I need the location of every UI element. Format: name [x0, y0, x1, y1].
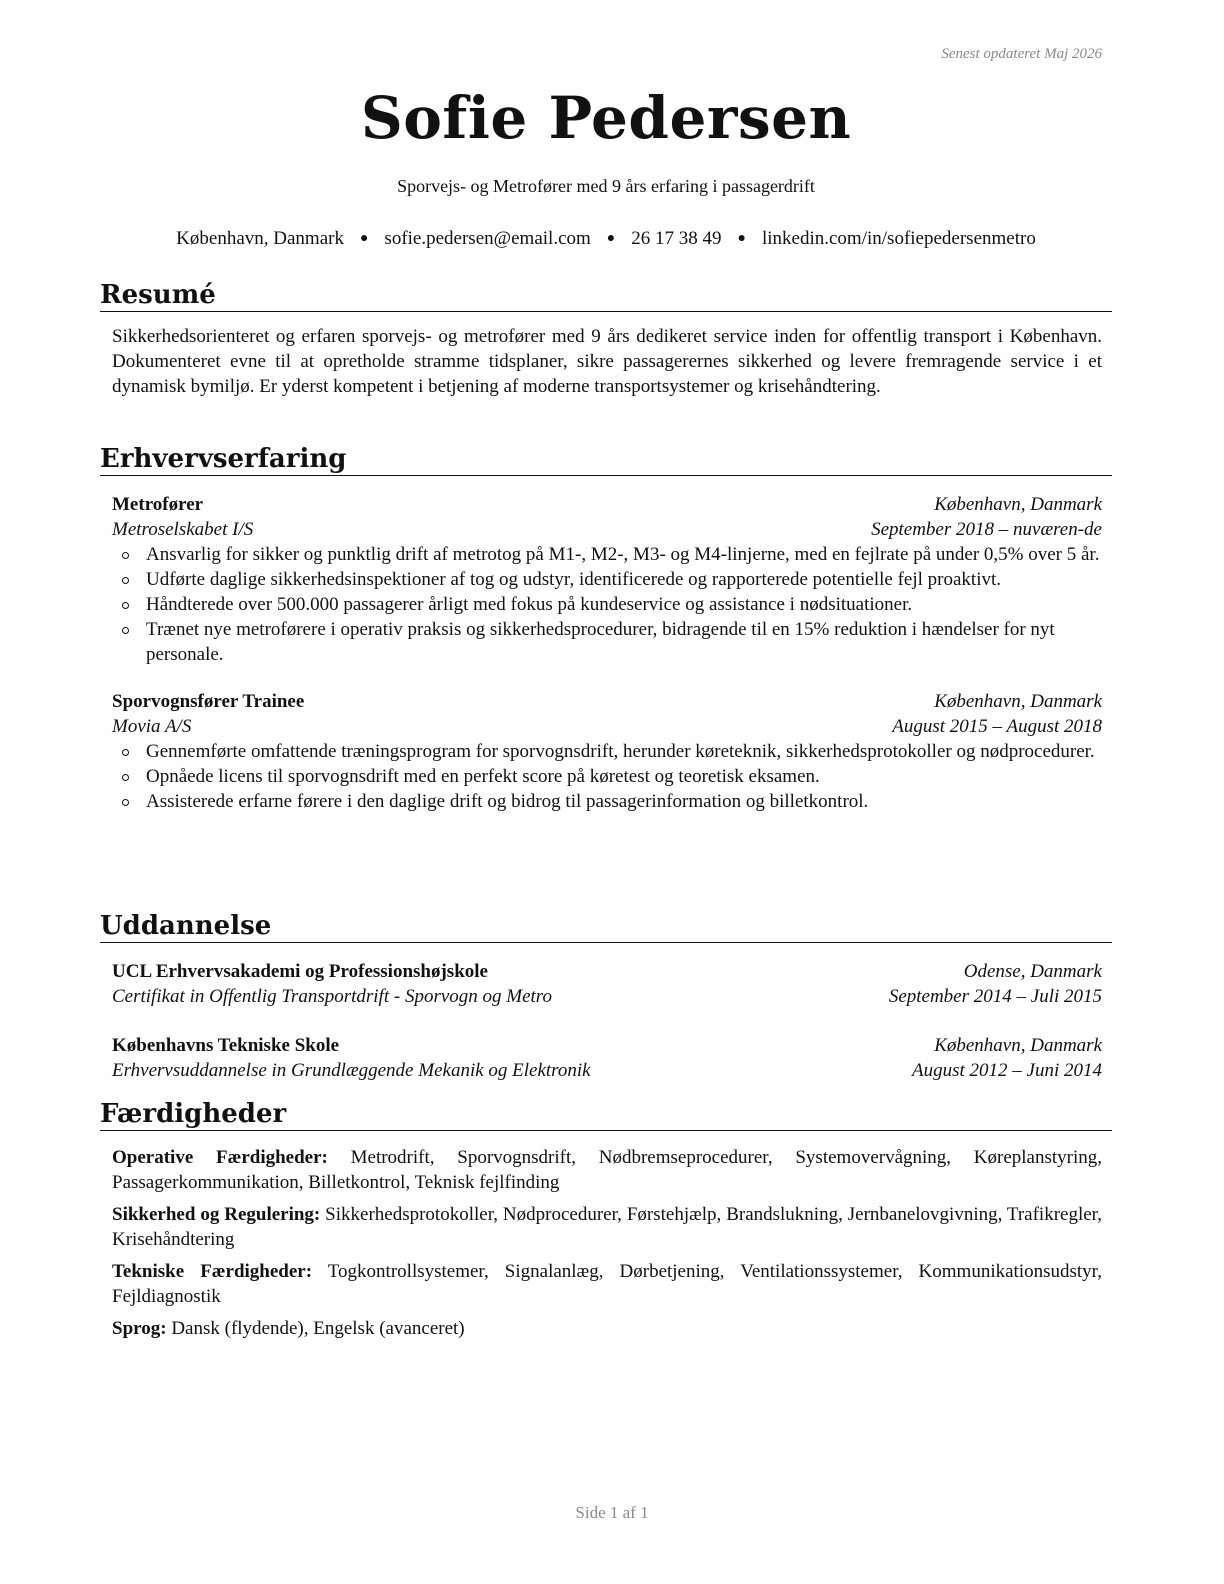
list-item: Ansvarlig for sikker og punktlig drift af metrotog på M1-, M2-, M3- og M4-linjerne, med en fejlrate på under 0,5% over 5 år.: [146, 542, 1102, 567]
list-item: Assisterede erfarne førere i den daglige drift og bidrog til passagerinformation og billetkontrol.: [146, 789, 1102, 814]
skill-text: Metrodrift, Sporvognsdrift, Nødbremseprocedurer, Systemovervågning, Køreplanstyring, Passagerkommunikation, Billetkontrol, Teknisk fejlfinding: [112, 1147, 1103, 1193]
contact-linkedin[interactable]: linkedin.com/in/sofiepedersenmetro: [761, 228, 1036, 249]
experience-section: [100, 444, 1112, 814]
education-entry: [112, 1033, 1102, 1083]
school-location: København, Danmark: [934, 1035, 1102, 1056]
bullet-separator: ●: [359, 231, 369, 246]
degree: Erhvervsuddannelse in Grundlæggende Mekanik og Elektronik: [112, 1060, 591, 1081]
skill-label: Sikkerhed og Regulering:: [112, 1204, 321, 1225]
skill-label: Sprog:: [112, 1318, 167, 1339]
job-location: København, Danmark: [934, 691, 1102, 712]
skill-group: [112, 1259, 1102, 1309]
skill-label: Tekniske Færdigheder:: [112, 1261, 313, 1282]
section-title: Færdigheder: [100, 1099, 1112, 1131]
summary-section: [100, 280, 1112, 399]
resume-page: [100, 0, 1112, 1584]
job-company: Movia A/S: [112, 716, 192, 737]
skill-text: Sikkerhedsprotokoller, Nødprocedurer, Førstehjælp, Brandslukning, Jernbanelovgivning, Trafikregler, Krisehåndtering: [112, 1204, 1103, 1250]
tagline: Sporvejs- og Metrofører med 9 års erfaring i passagerdrift: [397, 176, 815, 196]
list-item: Gennemførte omfattende træningsprogram for sporvognsdrift, herunder køreteknik, sikkerhedsprotokoller og nødprocedurer.: [146, 739, 1102, 764]
candidate-name: Sofie Pedersen: [360, 84, 852, 152]
education-dates: September 2014 – Juli 2015: [888, 986, 1102, 1007]
job-entry: [112, 492, 1102, 667]
bullet-separator: ●: [737, 231, 746, 246]
list-item: Udførte daglige sikkerhedsinspektioner af tog og udstyr, identificerede og rapporterede potentielle fejl proaktivt.: [146, 567, 1102, 592]
job-company: Metroselskabet I/S: [112, 519, 254, 540]
job-dates: September 2018 – nuværen-de: [871, 519, 1102, 540]
school-location: Odense, Danmark: [963, 961, 1102, 982]
job-role: Metrofører: [112, 494, 204, 515]
education-entry: [112, 959, 1102, 1009]
section-title: Erhvervserfaring: [100, 444, 1112, 476]
school-name: UCL Erhvervsakademi og Professionshøjskole: [112, 961, 488, 982]
job-role: Sporvognsfører Trainee: [112, 691, 305, 712]
contact-location: København, Danmark: [176, 228, 344, 249]
section-title: Resumé: [100, 280, 1112, 312]
list-item: Opnåede licens til sporvognsdrift med en perfekt score på køretest og teoretisk eksamen.: [146, 764, 1102, 789]
education-dates: August 2012 – Juni 2014: [912, 1060, 1102, 1081]
list-item: Håndterede over 500.000 passagerer årligt med fokus på kundeservice og assistance i nødsituationer.: [146, 592, 1102, 617]
skill-group: [112, 1316, 1102, 1341]
skills-section: [100, 1099, 1112, 1341]
job-entry: [112, 689, 1102, 814]
job-bullets: [112, 542, 1102, 667]
school-name: Københavns Tekniske Skole: [112, 1035, 340, 1056]
job-dates: August 2015 – August 2018: [892, 716, 1102, 737]
bullet-separator: ●: [606, 231, 616, 246]
section-title: Uddannelse: [100, 911, 1112, 943]
page-footer: Side 1 af 1: [575, 1503, 649, 1522]
job-bullets: [112, 739, 1102, 814]
contact-email[interactable]: sofie.pedersen@email.com: [384, 228, 591, 249]
skill-group: [112, 1202, 1102, 1252]
degree: Certifikat in Offentlig Transportdrift - Sporvogn og Metro: [112, 986, 552, 1007]
contact-line: [100, 228, 1112, 250]
contact-phone: 26 17 38 49: [631, 228, 722, 249]
list-item: Trænet nye metroførere i operativ praksis og sikkerhedsprocedurer, bidragende til en 15% reduktion i hændelser for nyt personale.: [146, 617, 1102, 667]
skill-group: [112, 1145, 1102, 1195]
summary-text: Sikkerhedsorienteret og erfaren sporvejs- og metrofører med 9 års dedikeret service inden for offentlig transport i København. Dokumenteret evne til at opretholde stramme tidsplaner, sikre passagerernes sikkerhed og levere fremragende service i et dynamisk bymiljø. Er yderst kompetent i betjening af moderne transportsystemer og krisehåndtering.: [112, 326, 1102, 397]
job-location: København, Danmark: [934, 494, 1102, 515]
skill-text: Togkontrollsystemer, Signalanlæg, Dørbetjening, Ventilationssystemer, Kommunikationsudstyr, Fejldiagnostik: [112, 1261, 1102, 1307]
skill-text: Dansk (flydende), Engelsk (avanceret): [171, 1318, 465, 1339]
education-section: [100, 911, 1112, 1083]
skill-label: Operative Færdigheder:: [112, 1147, 328, 1168]
last-updated: Senest opdateret Maj 2026: [941, 46, 1102, 62]
